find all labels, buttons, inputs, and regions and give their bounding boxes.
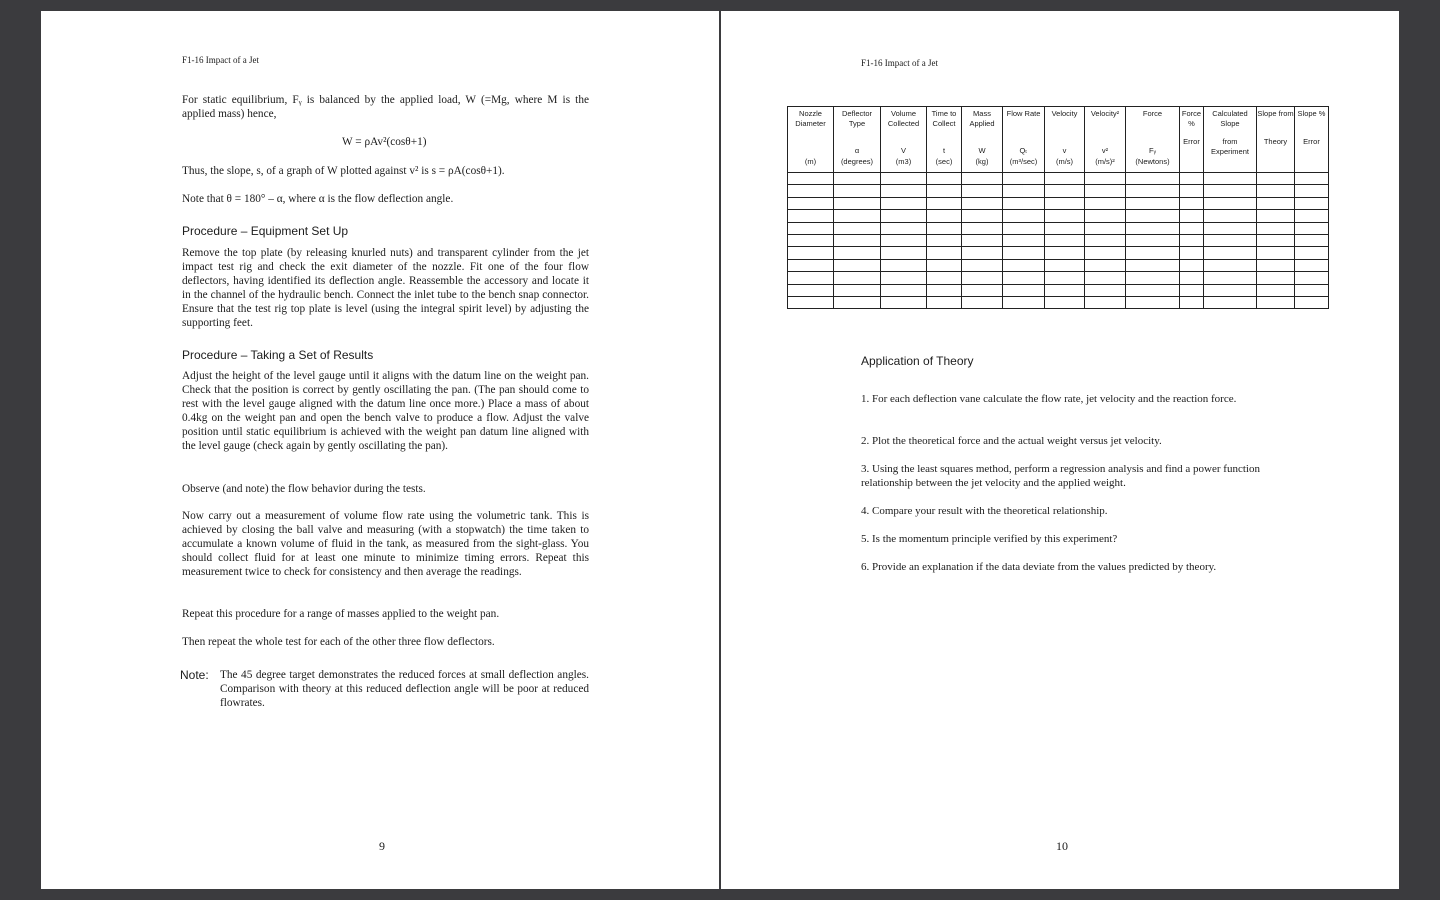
table-cell[interactable] — [1126, 284, 1180, 296]
table-cell[interactable] — [1204, 284, 1257, 296]
table-cell[interactable] — [1204, 222, 1257, 234]
table-cell[interactable] — [1085, 197, 1126, 209]
header-extra: Error — [1183, 137, 1200, 146]
table-cell[interactable] — [881, 222, 927, 234]
table-cell[interactable] — [834, 210, 881, 222]
table-cell[interactable] — [1257, 272, 1295, 284]
header-symbol: W — [978, 146, 986, 155]
table-cell[interactable] — [1085, 234, 1126, 246]
table-cell[interactable] — [927, 259, 962, 271]
table-cell[interactable] — [1204, 197, 1257, 209]
header-title: Calculated Slope — [1212, 109, 1248, 128]
table-row — [788, 222, 1329, 234]
table-cell[interactable] — [1295, 210, 1329, 222]
header-symbol: V — [900, 146, 906, 155]
table-cell[interactable] — [1045, 210, 1085, 222]
table-cell[interactable] — [1295, 272, 1329, 284]
question-6: 6. Provide an explanation if the data deviate from the values predicted by theory. — [861, 561, 1217, 573]
page-header: F1-16 Impact of a Jet — [182, 55, 259, 65]
table-cell[interactable] — [927, 296, 962, 308]
table-cell[interactable] — [788, 173, 834, 185]
table-header-cell — [1045, 107, 1085, 173]
table-cell[interactable] — [1204, 210, 1257, 222]
heading-taking-results: Procedure – Taking a Set of Results — [182, 348, 374, 362]
table-cell[interactable] — [881, 185, 927, 197]
table-cell[interactable] — [1180, 185, 1204, 197]
theta-note: Note that θ = 180° – α, where α is the flow deflection angle. — [182, 193, 454, 205]
table-cell[interactable] — [834, 173, 881, 185]
table-cell[interactable] — [1257, 234, 1295, 246]
table-cell[interactable] — [1204, 259, 1257, 271]
header-symbol: Qₜ — [1019, 146, 1028, 155]
table-cell[interactable] — [1257, 284, 1295, 296]
table-cell[interactable] — [1003, 234, 1045, 246]
table-cell[interactable] — [927, 284, 962, 296]
table-cell[interactable] — [1180, 197, 1204, 209]
table-cell[interactable] — [1045, 222, 1085, 234]
table-cell[interactable] — [1003, 272, 1045, 284]
table-cell[interactable] — [1045, 247, 1085, 259]
table-cell[interactable] — [1126, 197, 1180, 209]
table-header-cell — [1295, 107, 1329, 173]
table-row — [788, 234, 1329, 246]
table-cell[interactable] — [927, 185, 962, 197]
table-row — [788, 272, 1329, 284]
table-cell[interactable] — [962, 234, 1003, 246]
header-unit: (kg) — [975, 157, 989, 166]
table-cell[interactable] — [1295, 222, 1329, 234]
table-cell[interactable] — [1003, 259, 1045, 271]
table-cell[interactable] — [962, 247, 1003, 259]
table-header-cell — [1204, 107, 1257, 173]
table-cell[interactable] — [927, 222, 962, 234]
table-cell[interactable] — [881, 234, 927, 246]
table-cell[interactable] — [1295, 259, 1329, 271]
table-cell[interactable] — [881, 247, 927, 259]
header-unit: (m/s)² — [1095, 157, 1115, 166]
table-cell[interactable] — [1085, 272, 1126, 284]
table-cell[interactable] — [834, 247, 881, 259]
table-cell[interactable] — [834, 185, 881, 197]
table-cell[interactable] — [1045, 272, 1085, 284]
table-cell[interactable] — [1204, 173, 1257, 185]
table-cell[interactable] — [1003, 284, 1045, 296]
table-cell[interactable] — [788, 247, 834, 259]
table-cell[interactable] — [1126, 296, 1180, 308]
question-1: 1. For each deflection vane calculate the flow rate, jet velocity and the reaction force. — [861, 393, 1237, 405]
table-cell[interactable] — [1180, 247, 1204, 259]
header-symbol: Fᵧ — [1149, 146, 1156, 155]
table-cell[interactable] — [1085, 247, 1126, 259]
table-row — [788, 247, 1329, 259]
question-2: 2. Plot the theoretical force and the actual weight versus jet velocity. — [861, 435, 1162, 447]
table-row — [788, 284, 1329, 296]
table-cell[interactable] — [1085, 173, 1126, 185]
header-title: Time to Collect — [931, 109, 957, 128]
table-cell[interactable] — [881, 296, 927, 308]
table-row — [788, 259, 1329, 271]
table-header-cell — [962, 107, 1003, 173]
table-cell[interactable] — [1126, 185, 1180, 197]
header-title: Velocity² — [1090, 109, 1120, 118]
table-cell[interactable] — [788, 197, 834, 209]
table-cell[interactable] — [1295, 197, 1329, 209]
table-cell[interactable] — [788, 259, 834, 271]
table-cell[interactable] — [962, 284, 1003, 296]
question-3: 3. Using the least squares method, perform a regression analysis and find a power function relationship between the jet velocity and the applied weight. — [861, 463, 1260, 489]
table-cell[interactable] — [1204, 185, 1257, 197]
results-table — [787, 106, 1329, 309]
note-label: Note: — [180, 668, 209, 682]
table-cell[interactable] — [788, 222, 834, 234]
table-cell[interactable] — [927, 210, 962, 222]
table-cell[interactable] — [1126, 222, 1180, 234]
table-cell[interactable] — [1180, 284, 1204, 296]
table-cell[interactable] — [1257, 259, 1295, 271]
header-title: Flow Rate — [1006, 109, 1041, 118]
table-cell[interactable] — [1003, 197, 1045, 209]
table-cell[interactable] — [1295, 173, 1329, 185]
table-header-cell — [1003, 107, 1045, 173]
table-cell[interactable] — [788, 210, 834, 222]
table-header-row — [788, 107, 1329, 173]
table-cell[interactable] — [1085, 210, 1126, 222]
page-number: 10 — [1056, 839, 1068, 853]
header-title: Mass Applied — [969, 109, 995, 128]
document-page-right — [721, 11, 1399, 889]
table-cell[interactable] — [881, 272, 927, 284]
table-cell[interactable] — [1003, 210, 1045, 222]
table-cell[interactable] — [1295, 296, 1329, 308]
table-cell[interactable] — [1126, 272, 1180, 284]
page-header: F1-16 Impact of a Jet — [861, 58, 938, 68]
table-cell[interactable] — [1257, 296, 1295, 308]
table-row — [788, 210, 1329, 222]
table-header-cell — [1126, 107, 1180, 173]
header-extra: Error — [1303, 137, 1320, 146]
header-unit: (m³/sec) — [1009, 157, 1038, 166]
table-cell[interactable] — [881, 284, 927, 296]
header-title: Volume Collected — [887, 109, 920, 128]
table-cell[interactable] — [1003, 185, 1045, 197]
table-cell[interactable] — [1257, 185, 1295, 197]
heading-equipment-setup: Procedure – Equipment Set Up — [182, 224, 349, 238]
intro-paragraph: For static equilibrium, Fᵧ is balanced by the applied load, W (=Mg, where M is the applied mass) hence, — [182, 94, 589, 120]
repeat-paragraph: Repeat this procedure for a range of masses applied to the weight pan. — [182, 608, 500, 620]
table-cell[interactable] — [962, 173, 1003, 185]
table-cell[interactable] — [1295, 185, 1329, 197]
table-cell[interactable] — [1003, 222, 1045, 234]
header-title: Deflector Type — [841, 109, 872, 128]
table-cell[interactable] — [1126, 210, 1180, 222]
table-cell[interactable] — [1085, 296, 1126, 308]
header-unit: (degrees) — [840, 157, 874, 166]
header-extra: Theory — [1263, 137, 1288, 146]
table-header-cell — [1085, 107, 1126, 173]
setup-paragraph: Remove the top plate (by releasing knurled nuts) and transparent cylinder from the jet impact test rig and check the exit diameter of the nozzle. Fit one of the four flow deflectors, having identified its deflection angle. Reassemble the accessory and locate it in the channel of the hydraulic bench. Connect the inlet tube to the bench snap connector. Ensure that the test rig top plate is level (using the integral spirit level) by adjusting the supporting feet. — [182, 247, 589, 329]
table-header-cell — [834, 107, 881, 173]
table-cell[interactable] — [1257, 210, 1295, 222]
table-cell[interactable] — [788, 272, 834, 284]
table-cell[interactable] — [1085, 259, 1126, 271]
note-text: The 45 degree target demonstrates the reduced forces at small deflection angles. Comparison with theory at this reduced deflection angle will be poor at reduced flowrates. — [220, 669, 589, 709]
table-cell[interactable] — [1204, 247, 1257, 259]
table-cell[interactable] — [1180, 272, 1204, 284]
header-title: Slope % — [1297, 109, 1326, 118]
header-title: Force % — [1181, 109, 1202, 128]
table-cell[interactable] — [1045, 259, 1085, 271]
table-cell[interactable] — [1003, 247, 1045, 259]
table-cell[interactable] — [1045, 197, 1085, 209]
table-header-cell — [927, 107, 962, 173]
table-cell[interactable] — [1257, 173, 1295, 185]
header-extra: from Experiment — [1211, 137, 1249, 156]
table-cell[interactable] — [1204, 272, 1257, 284]
document-page-left — [41, 11, 719, 889]
header-symbol: α — [854, 146, 860, 155]
results-paragraph: Adjust the height of the level gauge until it aligns with the datum line on the weight pan. Check that the position is correct by gently oscillating the pan. (The pan should come to rest with the level gauge aligned with the datum line once more.) Place a mass of about 0.4kg on the weight pan and open the bench valve to produce a flow. Adjust the valve position until static equilibrium is achieved with the weight pan datum line aligned with the level gauge (check again by gently oscillating the pan). — [182, 370, 589, 452]
table-row — [788, 197, 1329, 209]
table-header-cell — [1257, 107, 1295, 173]
page-number: 9 — [379, 839, 385, 853]
table-cell[interactable] — [1003, 296, 1045, 308]
header-title: Nozzle Diameter — [795, 109, 826, 128]
table-cell[interactable] — [1045, 173, 1085, 185]
header-symbol: v² — [1101, 146, 1109, 155]
table-row — [788, 173, 1329, 185]
table-cell[interactable] — [1180, 296, 1204, 308]
header-title: Force — [1142, 109, 1163, 118]
header-title: Slope from — [1257, 109, 1294, 118]
table-cell[interactable] — [834, 284, 881, 296]
table-cell[interactable] — [1003, 173, 1045, 185]
table-cell[interactable] — [834, 222, 881, 234]
table-cell[interactable] — [962, 222, 1003, 234]
table-cell[interactable] — [1180, 234, 1204, 246]
table-cell[interactable] — [962, 296, 1003, 308]
table-cell[interactable] — [1257, 222, 1295, 234]
table-cell[interactable] — [927, 247, 962, 259]
table-cell[interactable] — [1045, 185, 1085, 197]
table-cell[interactable] — [1180, 210, 1204, 222]
table-cell[interactable] — [1295, 247, 1329, 259]
table-cell[interactable] — [1257, 247, 1295, 259]
flow-rate-paragraph: Now carry out a measurement of volume flow rate using the volumetric tank. This is achieved by closing the ball valve and measuring (with a stopwatch) the time taken to accumulate a known volume of fluid in the tank, as measured from the sight-glass. You should collect fluid for at least one minute to minimize timing errors. Repeat this measurement twice to check for consistency and then average the readings. — [182, 510, 589, 578]
table-cell[interactable] — [788, 185, 834, 197]
heading-application-of-theory: Application of Theory — [861, 354, 974, 368]
deflectors-paragraph: Then repeat the whole test for each of the other three flow deflectors. — [182, 636, 495, 648]
table-cell[interactable] — [1180, 259, 1204, 271]
slope-paragraph: Thus, the slope, s, of a graph of W plotted against v² is s = ρA(cosθ+1). — [182, 165, 505, 177]
header-unit: (m) — [804, 157, 817, 166]
table-cell[interactable] — [1045, 284, 1085, 296]
table-cell[interactable] — [1257, 197, 1295, 209]
table-cell[interactable] — [881, 210, 927, 222]
table-cell[interactable] — [927, 173, 962, 185]
header-unit: (m/s) — [1055, 157, 1074, 166]
table-cell[interactable] — [788, 234, 834, 246]
table-cell[interactable] — [1180, 222, 1204, 234]
table-cell[interactable] — [881, 173, 927, 185]
header-symbol: t — [942, 146, 946, 155]
table-cell[interactable] — [1295, 284, 1329, 296]
table-cell[interactable] — [962, 197, 1003, 209]
table-header-cell — [881, 107, 927, 173]
table-cell[interactable] — [1295, 234, 1329, 246]
table-cell[interactable] — [834, 272, 881, 284]
table-cell[interactable] — [1126, 247, 1180, 259]
table-cell[interactable] — [788, 284, 834, 296]
table-cell[interactable] — [881, 197, 927, 209]
header-title: Velocity — [1051, 109, 1078, 118]
table-row — [788, 296, 1329, 308]
table-cell[interactable] — [962, 210, 1003, 222]
observe-paragraph: Observe (and note) the flow behavior during the tests. — [182, 483, 426, 495]
table-cell[interactable] — [927, 197, 962, 209]
table-cell[interactable] — [962, 272, 1003, 284]
table-header-cell — [788, 107, 834, 173]
table-cell[interactable] — [834, 296, 881, 308]
table-cell[interactable] — [1085, 284, 1126, 296]
table-cell[interactable] — [1085, 185, 1126, 197]
header-unit: (sec) — [935, 157, 953, 166]
table-cell[interactable] — [788, 296, 834, 308]
table-cell[interactable] — [1204, 234, 1257, 246]
table-cell[interactable] — [834, 234, 881, 246]
header-unit: (Newtons) — [1135, 157, 1170, 166]
header-symbol: v — [1062, 146, 1067, 155]
table-cell[interactable] — [1085, 222, 1126, 234]
table-row — [788, 185, 1329, 197]
table-header-cell — [1180, 107, 1204, 173]
table-cell[interactable] — [1180, 173, 1204, 185]
table-cell[interactable] — [881, 259, 927, 271]
table-cell[interactable] — [962, 185, 1003, 197]
table-cell[interactable] — [962, 259, 1003, 271]
table-cell[interactable] — [1126, 234, 1180, 246]
equation: W = ρAv²(cosθ+1) — [342, 136, 427, 148]
header-unit: (m3) — [895, 157, 912, 166]
table-cell[interactable] — [1126, 259, 1180, 271]
table-cell[interactable] — [927, 234, 962, 246]
table-cell[interactable] — [1126, 173, 1180, 185]
table-cell[interactable] — [834, 197, 881, 209]
table-cell[interactable] — [1045, 234, 1085, 246]
question-4: 4. Compare your result with the theoretical relationship. — [861, 505, 1108, 517]
table-cell[interactable] — [1045, 296, 1085, 308]
question-5: 5. Is the momentum principle verified by this experiment? — [861, 533, 1118, 545]
table-cell[interactable] — [927, 272, 962, 284]
table-cell[interactable] — [834, 259, 881, 271]
table-cell[interactable] — [1204, 296, 1257, 308]
